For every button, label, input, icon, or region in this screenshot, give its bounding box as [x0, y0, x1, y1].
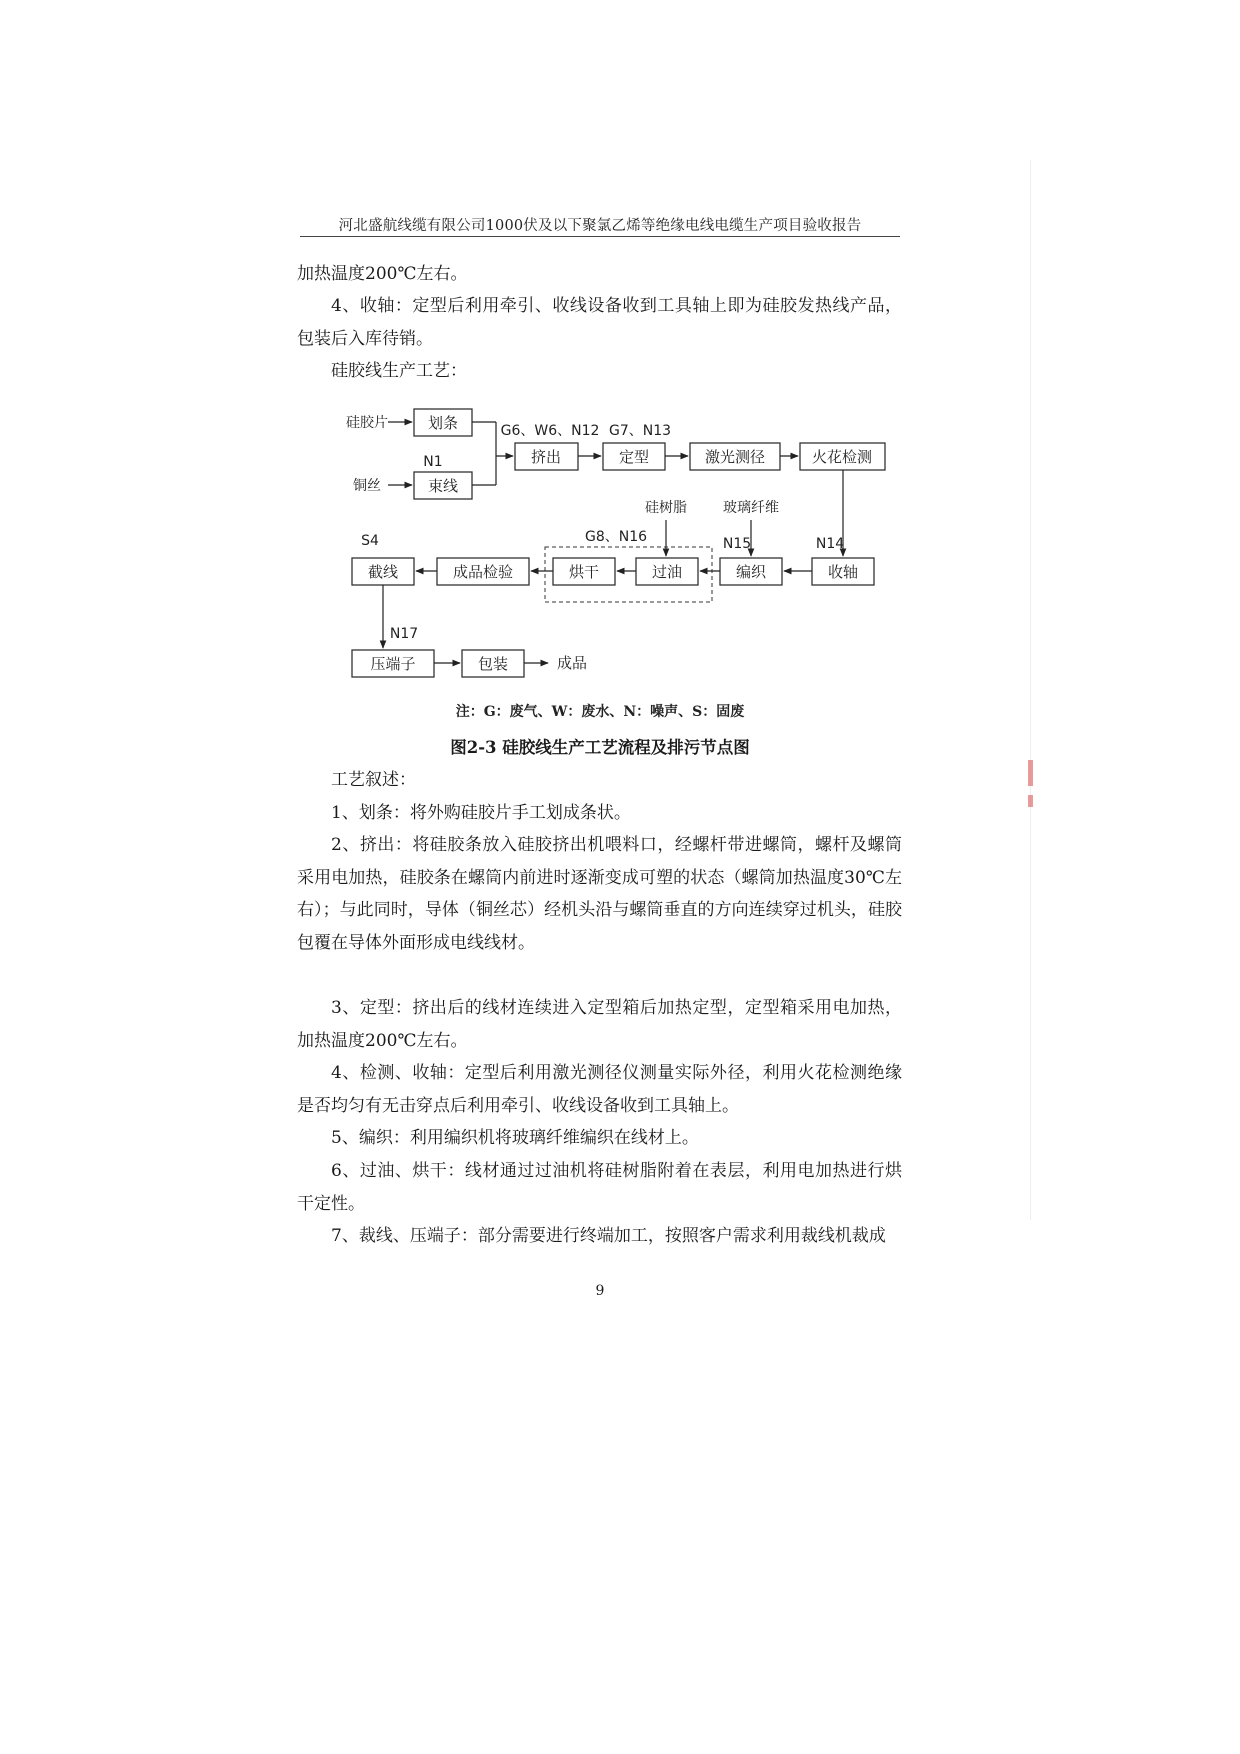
paragraph-step-4: 4、检测、收轴：定型后利用激光测径仪测量实际外径，利用火花检测绝缘是否均匀有无击穿点后利用牵引、收线设备收到工具轴上。 [297, 1063, 902, 1116]
node-cutting: 截线 [367, 563, 399, 581]
input-silicone-resin: 硅树脂 [645, 500, 687, 516]
scan-mark [1028, 760, 1033, 786]
scan-mark [1028, 795, 1033, 807]
page-header: 河北盛航线缆有限公司1000伏及以下聚氯乙烯等绝缘电线电缆生产项目验收报告 [338, 218, 862, 234]
input-glass-fiber: 玻璃纤维 [723, 500, 779, 516]
label-n1: N1 [423, 454, 443, 470]
node-shaping: 定型 [618, 448, 650, 466]
node-oiling: 过油 [651, 563, 683, 581]
input-copper-wire: 铜丝 [353, 478, 381, 494]
label-n15: N15 [722, 536, 752, 552]
label-extrusion-pollutants: G6、W6、N12 [500, 423, 600, 439]
figure-note: 注：G：废气、W：废水、N：噪声、S：固废 [455, 704, 745, 720]
scan-edge [1030, 160, 1031, 1220]
process-flowchart [340, 400, 900, 690]
paragraph-take-up: 4、收轴：定型后利用牵引、收线设备收到工具轴上即为硅胶发热线产品，包装后入库待销。 [297, 296, 902, 349]
node-extrusion: 挤出 [530, 448, 562, 466]
figure-caption: 图2-3 硅胶线生产工艺流程及排污节点图 [450, 738, 750, 757]
paragraph-heating-temp: 加热温度200℃左右。 [297, 264, 468, 284]
label-n17: N17 [389, 626, 419, 642]
label-drying-pollutants: G8、N16 [584, 529, 648, 545]
paragraph-step-5: 5、编织：利用编织机将玻璃纤维编织在线材上。 [331, 1128, 699, 1148]
node-packing: 包装 [477, 655, 509, 673]
node-slitting: 划条 [427, 414, 459, 432]
node-take-up: 收轴 [827, 563, 859, 581]
label-shaping-pollutants: G7、N13 [608, 423, 672, 439]
node-product: 成品 [556, 654, 588, 672]
node-braiding: 编织 [735, 563, 767, 581]
paragraph-step-3: 3、定型：挤出后的线材连续进入定型箱后加热定型，定型箱采用电加热，加热温度200℃左右。 [297, 998, 902, 1051]
input-silicone-sheet: 硅胶片 [346, 415, 388, 431]
paragraph-step-6: 6、过油、烘干：线材通过过油机将硅树脂附着在表层，利用电加热进行烘干定性。 [297, 1161, 902, 1214]
paragraph-step-1: 1、划条：将外购硅胶片手工划成条状。 [331, 803, 631, 823]
node-final-inspection: 成品检验 [452, 563, 514, 581]
page-number: 9 [595, 1283, 605, 1299]
label-s4: S4 [361, 533, 379, 549]
label-n14: N14 [815, 536, 845, 552]
paragraph-step-2: 2、挤出：将硅胶条放入硅胶挤出机喂料口，经螺杆带进螺筒，螺杆及螺筒采用电加热，硅胶条在螺筒内前进时逐渐变成可塑的状态（螺筒加热温度30℃左右）；与此同时，导体（铜丝芯）经机头沿与螺筒垂直的方向连续穿过机头，硅胶包覆在导体外面形成电线线材。 [297, 835, 902, 953]
node-bunching: 束线 [427, 477, 459, 495]
paragraph-process-description: 工艺叙述： [331, 770, 416, 790]
node-drying: 烘干 [568, 563, 600, 581]
node-crimping: 压端子 [370, 655, 416, 673]
node-laser-gauge: 激光测径 [704, 448, 766, 466]
node-spark-test: 火花检测 [811, 448, 873, 466]
paragraph-step-7: 7、裁线、压端子：部分需要进行终端加工，按照客户需求利用裁线机裁成 [331, 1226, 886, 1246]
paragraph-process-title: 硅胶线生产工艺： [331, 361, 467, 381]
header-rule [300, 236, 900, 237]
